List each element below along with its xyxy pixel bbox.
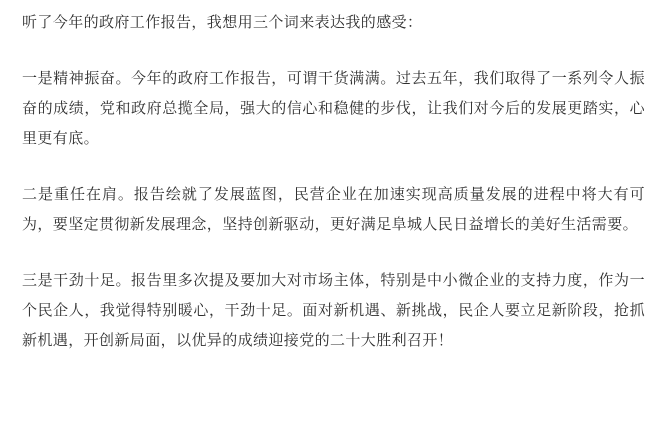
paragraph-point-two: 二是重任在肩。报告绘就了发展蓝图，民营企业在加速实现高质量发展的进程中将大有可为，要坚定贯彻新发展理念，坚持创新驱动，更好满足阜城人民日益增长的美好生活需要。: [22, 186, 645, 233]
paragraph-point-three: 三是干劲十足。报告里多次提及要加大对市场主体，特别是中小微企业的支持力度，作为一个民企人，我觉得特别暖心，干劲十足。面对新机遇、新挑战，民企人要立足新阶段，抢抓新机遇，开创新局面，以优异的成绩迎接党的二十大胜利召开！: [22, 272, 645, 349]
paragraph-point-one: 一是精神振奋。今年的政府工作报告，可谓干货满满。过去五年，我们取得了一系列令人振奋的成绩，党和政府总揽全局，强大的信心和稳健的步伐，让我们对今后的发展更踏实，心里更有底。: [22, 70, 645, 147]
paragraph-intro: 听了今年的政府工作报告，我想用三个词来表达我的感受：: [22, 14, 423, 31]
